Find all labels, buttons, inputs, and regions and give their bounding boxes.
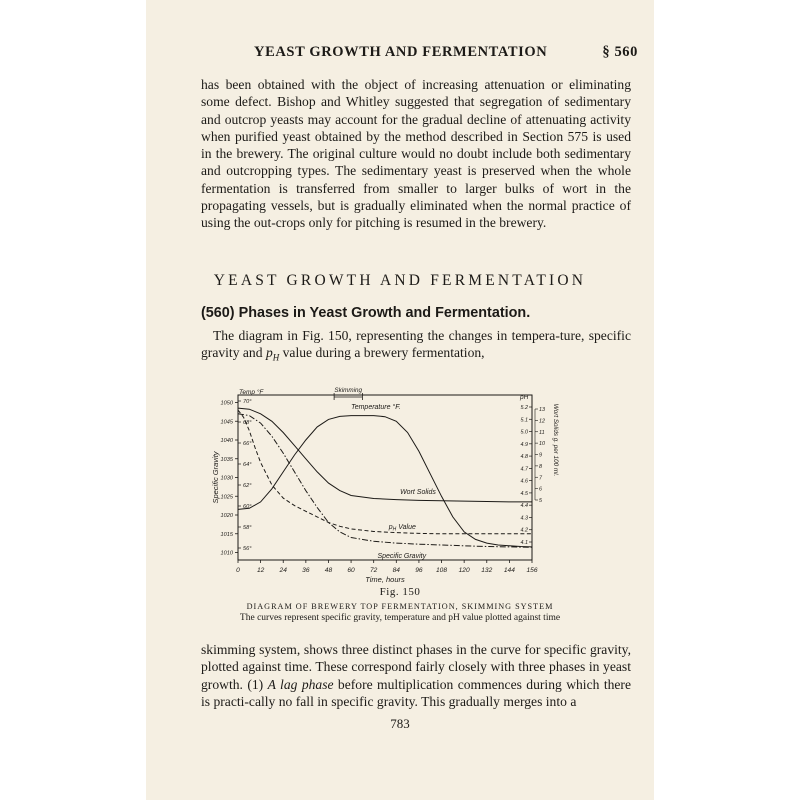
paragraph-2-end: value during a brewery fermentation, xyxy=(279,345,485,361)
sg-tick-label: 1045 xyxy=(220,419,233,426)
temp-axis-label: Temp °F xyxy=(239,389,264,396)
x-tick-label: 120 xyxy=(458,567,470,574)
skimming-label: Skimming xyxy=(334,387,363,394)
temp-tick-label: 70° xyxy=(243,399,252,405)
sg-tick-label: 1020 xyxy=(220,513,233,519)
x-tick-label: 24 xyxy=(279,567,287,574)
sg-tick-label: 1025 xyxy=(220,494,233,501)
ph-tick-label: 4.6 xyxy=(520,478,528,485)
ws-axis-label: Wort Solids g. per 100 ml. xyxy=(552,403,559,477)
running-head-title: YEAST GROWTH AND FERMENTATION xyxy=(254,44,548,60)
temp-tick-label: 60° xyxy=(243,504,252,510)
sg-tick-label: 1050 xyxy=(220,400,233,407)
figure-caption: DIAGRAM OF BREWERY TOP FERMENTATION, SKIMMING SYSTEM xyxy=(246,602,554,611)
ph-symbol: $p_H$ xyxy=(265,345,280,364)
book-page xyxy=(146,0,654,800)
paragraph-1: has been obtained with the object of increasing attenuation or eliminating some defect. Bishop and Whitley suggested that segregation of sedimentary and outcrop yeasts may account for the gradual decline of attenuating activity when purified yeast obtained by the method described in Section 575 is used in the brewery. The original culture would no doubt include both sedimentary and outcropping types. The sedimentary yeast is preserved when the whole fermentation is transferred from smaller to larger bulks of wort in the propagating vessels, but is gradually eliminated when the normal practice of using the out-crops only for pitching is resumed in the brewery. xyxy=(201,77,631,231)
ws-tick-label: 6 xyxy=(539,486,542,493)
x-tick-label: 12 xyxy=(256,567,265,574)
running-head-section: § 560 xyxy=(602,44,638,60)
ph-value-line xyxy=(238,410,532,534)
ph-tick-label: 4.3 xyxy=(520,515,528,522)
ph-tick-label: 4.1 xyxy=(520,540,528,546)
paragraph-3-end: before multiplication commences during which there is practi-cally no fall in specific gravity. This gradually merges into a xyxy=(201,676,631,709)
sg-tick-label: 1035 xyxy=(220,456,233,463)
ws-tick-label: 12 xyxy=(539,418,545,425)
ph-axis-label: pH xyxy=(520,394,529,401)
temp-tick-label: 58° xyxy=(243,525,252,531)
ws-tick-label: 5 xyxy=(539,498,542,504)
page-number: 783 xyxy=(390,716,410,731)
temp-tick-label: 62° xyxy=(243,483,252,489)
ws-tick-label: 8 xyxy=(539,463,542,470)
sg-tick-label: 1040 xyxy=(220,438,233,444)
sg-tick-label: 1030 xyxy=(220,475,233,482)
x-tick-label: 0 xyxy=(236,567,240,574)
x-tick-label: 48 xyxy=(324,567,333,574)
temp-tick-label: 68° xyxy=(243,420,252,426)
figure-note: The curves represent specific gravity, temperature and pH value plotted against time xyxy=(239,613,561,623)
ph-tick-label: 4.4 xyxy=(520,503,528,510)
ph-tick-label: 5.0 xyxy=(520,429,528,436)
x-tick-label: 72 xyxy=(370,567,378,574)
x-tick-label: 60 xyxy=(347,567,355,574)
fermentation-chart xyxy=(212,385,632,585)
running-head xyxy=(198,44,638,64)
ph-value-curve-label: $p_H$ Value xyxy=(388,523,416,533)
ph-tick-label: 4.9 xyxy=(520,441,528,448)
ws-tick-label: 10 xyxy=(539,441,545,448)
x-tick-label: 144 xyxy=(503,567,515,574)
temp-tick-label: 56° xyxy=(243,546,252,552)
temperature-line xyxy=(238,416,532,547)
ws-tick-label: 13 xyxy=(539,407,545,413)
wort-solids-curve-label: Wort Solids xyxy=(400,489,436,496)
x-tick-label: 108 xyxy=(436,567,448,574)
ws-tick-label: 11 xyxy=(539,429,545,436)
temperature-curve-label: Temperature °F. xyxy=(351,403,401,411)
lag-phase-term: A lag phase xyxy=(267,676,334,692)
ws-tick-label: 9 xyxy=(539,452,542,459)
ph-tick-label: 4.7 xyxy=(520,466,528,473)
figure-label: Fig. 150 xyxy=(379,586,421,598)
paragraph-3-start: skimming system, shows three distinct phases in the curve for specific gravity, plotted against time. These correspond fairly closely with three phases in yeast growth. (1) xyxy=(201,642,631,692)
ph-tick-label: 4.5 xyxy=(520,490,528,497)
x-tick-label: 36 xyxy=(302,567,310,574)
subheading: (560) Phases in Yeast Growth and Fermentation. xyxy=(201,305,531,321)
ws-tick-label: 7 xyxy=(539,475,542,482)
x-tick-label: 156 xyxy=(526,567,538,574)
specific-gravity-curve-label: Specific Gravity xyxy=(377,552,427,560)
plot-frame xyxy=(238,395,532,560)
specific-gravity-line xyxy=(238,414,532,548)
ph-tick-label: 4.8 xyxy=(520,454,528,461)
ph-tick-label: 5.1 xyxy=(520,417,528,424)
temp-tick-label: 64° xyxy=(243,462,252,468)
section-heading: YEAST GROWTH AND FERMENTATION xyxy=(213,272,587,289)
sg-tick-label: 1015 xyxy=(220,531,233,538)
x-tick-label: 96 xyxy=(415,567,423,574)
wort-solids-line xyxy=(238,408,532,502)
temp-tick-label: 66° xyxy=(243,441,252,447)
x-tick-label: 132 xyxy=(481,567,493,574)
sg-tick-label: 1010 xyxy=(220,550,233,557)
y-axis-label: Specific Gravity xyxy=(211,451,220,504)
figure-150 xyxy=(212,385,632,585)
paragraph-3 xyxy=(201,641,631,710)
ph-tick-label: 4.2 xyxy=(520,527,528,534)
ph-tick-label: 5.2 xyxy=(520,405,528,411)
paragraph-2-start: The diagram in Fig. 150, representing the changes in tempera-ture, specific gravity and xyxy=(201,328,631,361)
x-tick-label: 84 xyxy=(392,567,400,574)
paragraph-2 xyxy=(201,327,631,367)
x-axis-label: Time, hours xyxy=(365,575,405,584)
